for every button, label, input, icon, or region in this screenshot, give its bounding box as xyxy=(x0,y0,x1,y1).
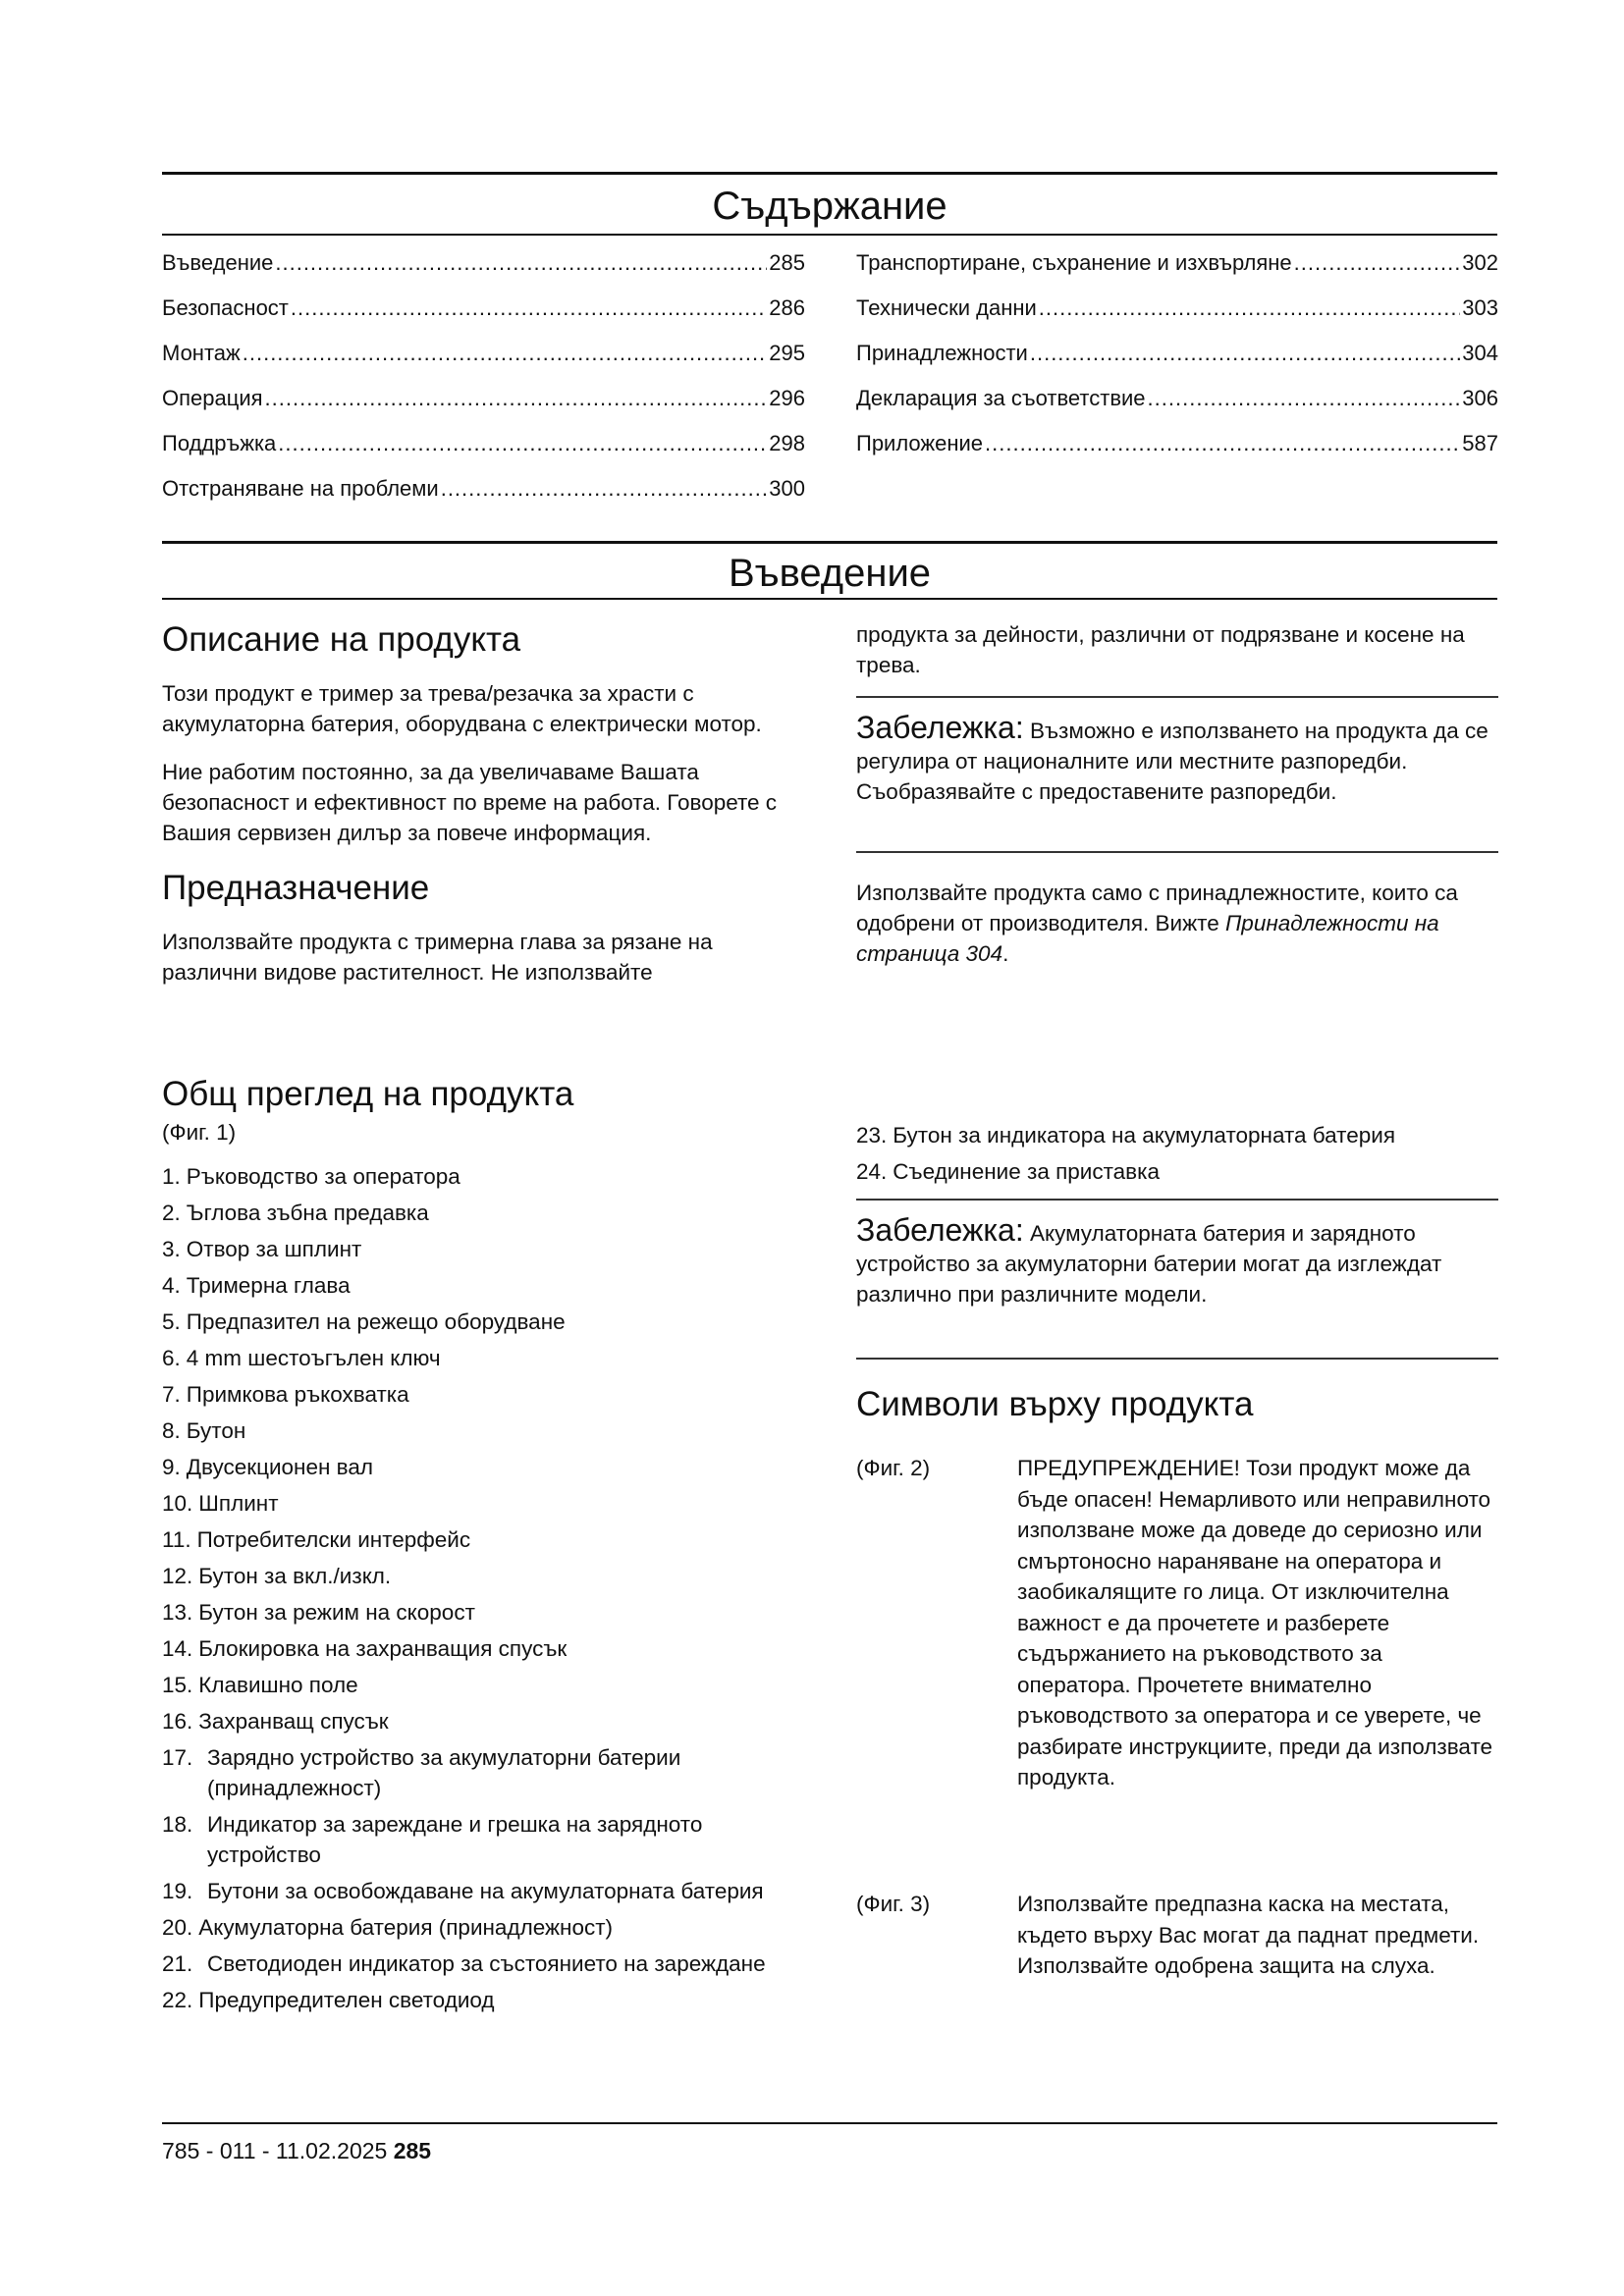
overview-heading: Общ преглед на продукта xyxy=(162,1075,574,1113)
symbol-fig-ref: (Фиг. 2) xyxy=(856,1456,931,1480)
list-item: 5. Предпазител на режещо оборудване xyxy=(162,1309,566,1334)
symbols-heading: Символи върху продукта xyxy=(856,1385,1254,1423)
toc-leader xyxy=(1039,294,1461,322)
note-2-text: Акумулаторната батерия и зарядното устройство за акумулаторни батерии могат да изглеждат различно при различните модели. xyxy=(856,1221,1442,1307)
list-item: 12. Бутон за вкл./изкл. xyxy=(162,1564,392,1588)
toc-item-technical-data[interactable]: Технически данни ..... 303 xyxy=(856,294,1498,340)
overview-list-continued xyxy=(856,1120,1498,1193)
note-2 xyxy=(856,1211,1498,1309)
footer-page-number: 285 xyxy=(393,2138,432,2163)
list-item: 6. 4 mm шестоъгълен ключ xyxy=(162,1346,441,1370)
toc-leader xyxy=(275,249,767,277)
note1-bottom-rule xyxy=(856,851,1498,853)
toc-title-underline xyxy=(162,234,1497,236)
intro-title-underline xyxy=(162,598,1497,600)
intro-top-rule xyxy=(162,541,1497,544)
overview-fig-ref: (Фиг. 1) xyxy=(162,1120,237,1145)
list-item: 18. Индикатор за зареждане и грешка на зарядното устройство xyxy=(162,1812,703,1867)
toc-item-appendix[interactable]: Приложение ..... 587 xyxy=(856,430,1498,475)
note-1-label: Забележка: xyxy=(856,710,1024,745)
list-item: 16. Захранващ спусък xyxy=(162,1709,389,1734)
description-paragraph-1: Този продукт е тример за трева/резачка за храсти с акумулаторна батерия, оборудвана с електрически мотор. xyxy=(162,681,762,736)
toc-leader xyxy=(985,430,1460,457)
toc-title: Съдържание xyxy=(712,185,947,228)
purpose-paragraph-continued: продукта за дейности, различни от подрязване и косене на трева. xyxy=(856,622,1465,677)
symbol-fig-ref: (Фиг. 3) xyxy=(856,1892,931,1916)
intro-title: Въведение xyxy=(728,552,932,595)
toc-item-transport[interactable]: Транспортиране, съхранение и изхвърляне ..... 302 xyxy=(856,249,1498,294)
list-item: 9. Двусекционен вал xyxy=(162,1455,373,1479)
overview-list xyxy=(162,1161,805,2015)
toc-left-column xyxy=(162,249,805,520)
footer xyxy=(162,2136,431,2165)
symbols-section xyxy=(856,1384,1498,1425)
toc-item-declaration[interactable]: Декларация за съответствие ..... 306 xyxy=(856,385,1498,430)
list-item: 10. Шплинт xyxy=(162,1491,279,1516)
accessories-text: Използвайте продукта само с принадлежностите, които са одобрени от производителя. Вижте xyxy=(856,881,1458,935)
toc-leader xyxy=(1294,249,1461,277)
toc-item-maintenance[interactable]: Поддръжка ..... 298 xyxy=(162,430,805,475)
intro-left-upper xyxy=(162,619,805,988)
list-item: 2. Ъглова зъбна предавка xyxy=(162,1201,429,1225)
toc-leader xyxy=(441,475,768,503)
list-item: 20. Акумулаторна батерия (принадлежност) xyxy=(162,1915,614,1940)
list-item: 23. Бутон за индикатора на акумулаторната батерия xyxy=(856,1123,1396,1148)
list-item: 1. Ръководство за оператора xyxy=(162,1164,460,1189)
toc-leader xyxy=(1030,340,1460,367)
symbol-description: ПРЕДУПРЕЖДЕНИЕ! Този продукт може да бъде опасен! Немарливото или неправилното използване може да доведе до сериозно или смъртоносно нараняване на оператора и заобикалящите го лица. От изключителна важност е да прочетете и разберете съдържанието на ръководството за оператора. Прочетете внимателно ръководството за оператора и се уверете, че разбирате инструкциите, преди да използвате продукта. xyxy=(1017,1456,1493,1789)
toc-item-accessories[interactable]: Принадлежности ..... 304 xyxy=(856,340,1498,385)
list-item: 3. Отвор за шплинт xyxy=(162,1237,362,1261)
note-1 xyxy=(856,709,1498,807)
note1-top-rule xyxy=(856,696,1498,698)
list-item: 19. Бутони за освобождаване на акумулаторната батерия xyxy=(162,1879,764,1903)
list-item: 21. Светодиоден индикатор за състоянието на зареждане xyxy=(162,1951,766,1976)
list-item: 11. Потребителски интерфейс xyxy=(162,1527,471,1552)
toc-leader xyxy=(291,294,767,322)
accessories-link[interactable]: Принадлежности на страница 304 xyxy=(856,911,1439,966)
list-item: 13. Бутон за режим на скорост xyxy=(162,1600,475,1625)
toc-item-operation[interactable]: Операция ..... 296 xyxy=(162,385,805,430)
list-item: 24. Съединение за приставка xyxy=(856,1159,1160,1184)
accessories-paragraph: Използвайте продукта само с принадлежностите, които са одобрени от производителя. Вижте Принадлежности на страница 304. xyxy=(856,881,1458,966)
note2-top-rule xyxy=(856,1199,1498,1201)
list-item: 15. Клавишно поле xyxy=(162,1673,358,1697)
toc-leader xyxy=(265,385,768,412)
footer-rule xyxy=(162,2122,1497,2124)
list-item: 4. Тримерна глава xyxy=(162,1273,351,1298)
toc-leader xyxy=(1148,385,1461,412)
toc-leader xyxy=(243,340,768,367)
list-item: 7. Примкова ръкохватка xyxy=(162,1382,409,1407)
toc-leader xyxy=(278,430,767,457)
toc-right-column xyxy=(856,249,1498,475)
toc-top-rule xyxy=(162,172,1497,175)
footer-code: 785 - 011 - 11.02.2025 xyxy=(162,2138,394,2163)
list-item: 17. Зарядно устройство за акумулаторни батерии (принадлежност) xyxy=(162,1745,681,1800)
purpose-paragraph: Използвайте продукта с тримерна глава за рязане на различни видове растителност. Не използвайте xyxy=(162,930,713,985)
toc-item-introduction[interactable]: Въведение ..... 285 xyxy=(162,249,805,294)
toc-item-assembly[interactable]: Монтаж ..... 295 xyxy=(162,340,805,385)
note2-bottom-rule xyxy=(856,1358,1498,1360)
overview-section xyxy=(162,1074,805,2021)
description-paragraph-2: Ние работим постоянно, за да увеличаваме Вашата безопасност и ефективност по време на работа. Говорете с Вашия сервизен дилър за повече информация. xyxy=(162,760,778,845)
toc-item-troubleshooting[interactable]: Отстраняване на проблеми ..... 300 xyxy=(162,475,805,520)
toc-item-safety[interactable]: Безопасност ..... 286 xyxy=(162,294,805,340)
purpose-heading: Предназначение xyxy=(162,869,430,907)
symbol-description: Използвайте предпазна каска на местата, където върху Вас могат да паднат предмети. Използвайте одобрена защита на слуха. xyxy=(1017,1892,1480,1978)
intro-right-upper xyxy=(856,619,1498,680)
list-item: 14. Блокировка на захранващия спусък xyxy=(162,1636,568,1661)
note-1-text: Възможно е използването на продукта да се регулира от националните или местните разпоредби. Съобразявайте с предоставените разпоредби. xyxy=(856,719,1489,804)
list-item: 8. Бутон xyxy=(162,1418,246,1443)
description-heading: Описание на продукта xyxy=(162,620,521,659)
note-2-label: Забележка: xyxy=(856,1212,1024,1248)
list-item: 22. Предупредителен светодиод xyxy=(162,1988,495,2012)
